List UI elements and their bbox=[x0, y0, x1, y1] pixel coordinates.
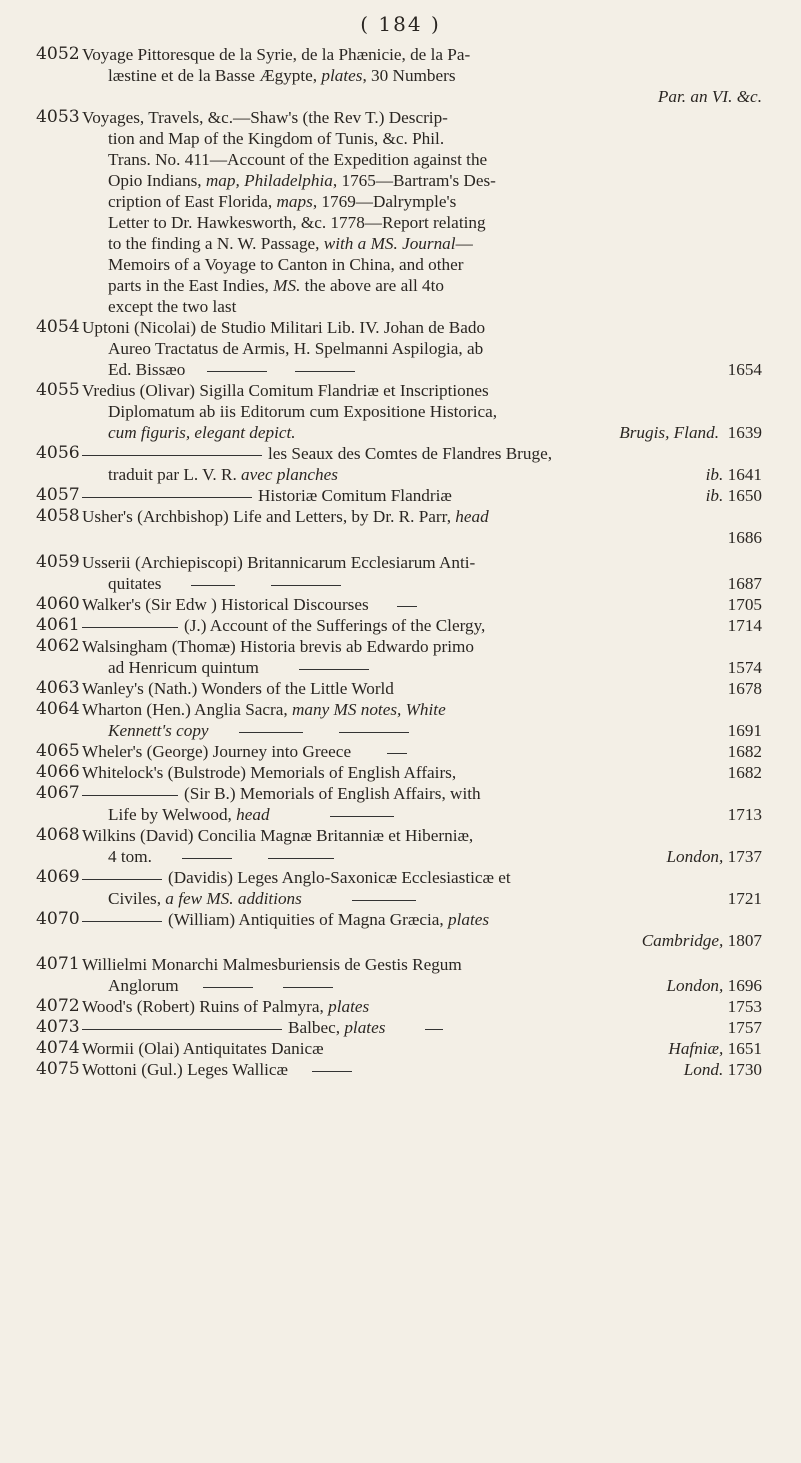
entry-line: Vredius (Olivar) Sigilla Comitum Flandriæ et Inscriptiones bbox=[82, 381, 489, 400]
entry-line: Life by Welwood, head 1713 bbox=[108, 805, 762, 824]
lot-number: 4058 bbox=[36, 506, 80, 526]
entry-line: Par. an VI. &c. bbox=[657, 87, 762, 106]
entry-line: tion and Map of the Kingdom of Tunis, &c. Phil. bbox=[108, 129, 445, 148]
entry-line: 4 tom. London, 1737 bbox=[108, 847, 762, 866]
lot-number: 4061 bbox=[36, 615, 80, 635]
lot-number: 4065 bbox=[36, 741, 80, 761]
lot-number: 4075 bbox=[36, 1059, 80, 1079]
lot-number: 4063 bbox=[36, 678, 80, 698]
lot-number: 4070 bbox=[36, 909, 80, 929]
entry-line: Whitelock's (Bulstrode) Memorials of English Affairs, 1682 bbox=[82, 763, 762, 782]
entry-line: Balbec, plates 1757 bbox=[82, 1017, 762, 1038]
entry-line: traduit par L. V. R. avec planches ib. 1641 bbox=[108, 465, 762, 484]
lot-number: 4073 bbox=[36, 1017, 80, 1037]
entry-line: Trans. No. 411—Account of the Expedition against the bbox=[108, 150, 488, 169]
entry-line: Voyages, Travels, &c.—Shaw's (the Rev T.) Descrip- bbox=[82, 108, 448, 127]
entry-line: Aureo Tractatus de Armis, H. Spelmanni Aspilogia, ab bbox=[108, 339, 484, 358]
lot-number: 4066 bbox=[36, 762, 80, 782]
entry-line: to the finding a N. W. Passage, with a MS. Journal— bbox=[108, 234, 473, 253]
entry-line: Memoirs of a Voyage to Canton in China, and other bbox=[108, 255, 464, 274]
lot-number: 4074 bbox=[36, 1038, 80, 1058]
lot-number: 4062 bbox=[36, 636, 80, 656]
entry-line: Wanley's (Nath.) Wonders of the Little World 1678 bbox=[82, 679, 762, 698]
entry-line: (J.) Account of the Sufferings of the Clergy, 1714 bbox=[82, 615, 762, 636]
entry-line: Usserii (Archiepiscopi) Britannicarum Ecclesiarum Anti- bbox=[82, 553, 476, 572]
entry-line: ad Henricum quintum 1574 bbox=[108, 658, 762, 677]
entry-line: Historiæ Comitum Flandriæ ib. 1650 bbox=[82, 485, 762, 506]
lot-number: 4067 bbox=[36, 783, 80, 803]
entry-line: les Seaux des Comtes de Flandres Bruge, bbox=[82, 443, 762, 464]
entry-line: 1686 bbox=[727, 528, 762, 547]
lot-number: 4054 bbox=[36, 317, 80, 337]
entry-line: Willielmi Monarchi Malmesburiensis de Gestis Regum bbox=[82, 955, 462, 974]
entry-line: (William) Antiquities of Magna Græcia, plates bbox=[82, 909, 762, 930]
entry-line: Anglorum London, 1696 bbox=[108, 976, 762, 995]
entry-line: Wood's (Robert) Ruins of Palmyra, plates 1753 bbox=[82, 997, 762, 1016]
entry-line: Wottoni (Gul.) Leges Wallicæ Lond. 1730 bbox=[82, 1060, 762, 1079]
entry-line: Wheler's (George) Journey into Greece 1682 bbox=[82, 742, 762, 761]
lot-number: 4055 bbox=[36, 380, 80, 400]
lot-number: 4053 bbox=[36, 107, 80, 127]
lot-number: 4071 bbox=[36, 954, 80, 974]
entry-line: parts in the East Indies, MS. the above are all 4to bbox=[108, 276, 445, 295]
entry-line: Kennett's copy 1691 bbox=[108, 721, 762, 740]
page-number: ( 184 ) bbox=[360, 12, 441, 36]
entry-line: cription of East Florida, maps, 1769—Dalrymple's bbox=[108, 192, 457, 211]
entry-line: Walsingham (Thomæ) Historia brevis ab Edwardo primo bbox=[82, 637, 474, 656]
entry-line: Letter to Dr. Hawkesworth, &c. 1778—Report relating bbox=[108, 213, 486, 232]
entry-line: Wilkins (David) Concilia Magnæ Britanniæ et Hiberniæ, bbox=[82, 826, 474, 845]
entry-line: Cambridge, 1807 bbox=[641, 931, 762, 950]
entry-line: (Sir B.) Memorials of English Affairs, with bbox=[82, 783, 762, 804]
entry-line: Wharton (Hen.) Anglia Sacra, many MS notes, White bbox=[82, 700, 446, 719]
lot-number: 4069 bbox=[36, 867, 80, 887]
entry-line: Walker's (Sir Edw ) Historical Discourses 1705 bbox=[82, 595, 762, 614]
entry-line: cum figuris, elegant depict. Brugis, Fland. 1639 bbox=[108, 423, 762, 442]
entry-line: (Davidis) Leges Anglo-Saxonicæ Ecclesiasticæ et bbox=[82, 867, 762, 888]
lot-number: 4052 bbox=[36, 44, 80, 64]
entry-line: Ed. Bissæo 1654 bbox=[108, 360, 762, 379]
entry-line: quitates 1687 bbox=[108, 574, 762, 593]
entry-line: læstine et de la Basse Ægypte, plates, 30 Numbers bbox=[108, 66, 456, 85]
entry-line: Uptoni (Nicolai) de Studio Militari Lib. IV. Johan de Bado bbox=[82, 318, 486, 337]
lot-number: 4059 bbox=[36, 552, 80, 572]
lot-number: 4060 bbox=[36, 594, 80, 614]
entry-line: Diplomatum ab iis Editorum cum Expositione Historica, bbox=[108, 402, 498, 421]
lot-number: 4057 bbox=[36, 485, 80, 505]
entry-line: Voyage Pittoresque de la Syrie, de la Phænicie, de la Pa- bbox=[82, 45, 471, 64]
entry-line: Opio Indians, map, Philadelphia, 1765—Bartram's Des- bbox=[108, 171, 496, 190]
lot-number: 4068 bbox=[36, 825, 80, 845]
entry-line: Usher's (Archbishop) Life and Letters, by Dr. R. Parr, head bbox=[82, 507, 489, 526]
lot-number: 4056 bbox=[36, 443, 80, 463]
lot-number: 4072 bbox=[36, 996, 80, 1016]
lot-number: 4064 bbox=[36, 699, 80, 719]
entry-line: except the two last bbox=[108, 297, 237, 316]
entry-line: Wormii (Olai) Antiquitates Danicæ Hafniæ, 1651 bbox=[82, 1039, 762, 1058]
entry-line: Civiles, a few MS. additions 1721 bbox=[108, 889, 762, 908]
